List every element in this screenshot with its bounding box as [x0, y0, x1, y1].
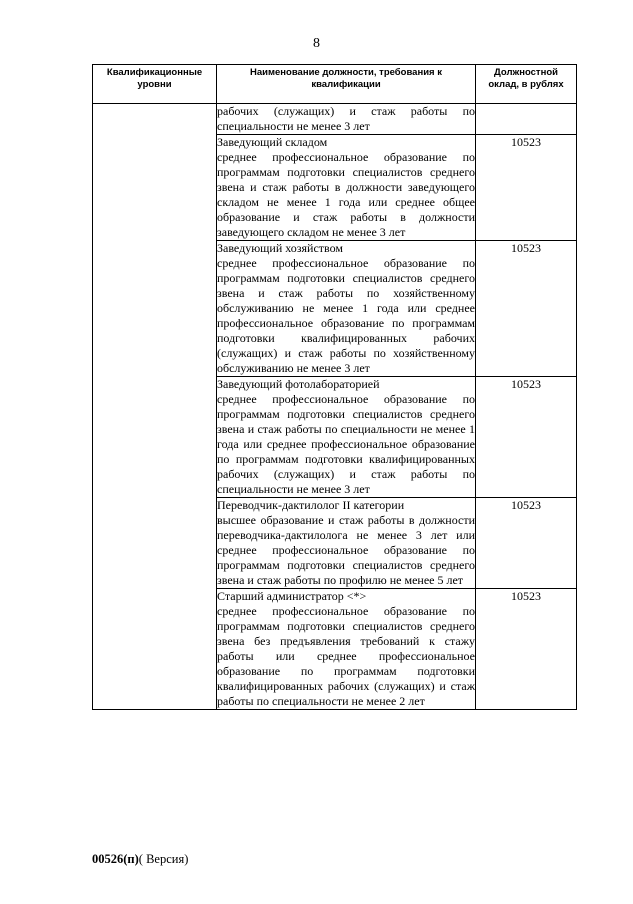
- salary-value: 10523: [476, 377, 577, 498]
- position-title: Переводчик-дактилолог II категории: [217, 498, 405, 512]
- salary-value: 10523: [476, 589, 577, 710]
- position-requirements: среднее профессиональное образование по программам подготовки специалистов среднего звена и стаж работы в должности заведующего складом не менее 1 года или среднее общее образование и стаж работы в должности заведующего складом не менее 3 лет: [217, 150, 475, 239]
- salary-value: 10523: [476, 241, 577, 377]
- position-requirements: среднее профессиональное образование по программам подготовки специалистов среднего звена и стаж работы по специальности не менее 1 года или среднее профессиональное образование по программам подготовки квалифицированных рабочих (служащих) и стаж работы по специальности не менее 3 лет: [217, 392, 475, 496]
- header-position: Наименование должности, требования к квалификации: [217, 65, 476, 104]
- position-cell: [217, 498, 476, 589]
- salary-continuation: [476, 104, 577, 135]
- position-title: Заведующий складом: [217, 135, 328, 149]
- position-requirements: высшее образование и стаж работы в должности переводчика-дактилолога не менее 3 лет или среднее профессиональное образование по программам подготовки специалистов среднего звена и стаж работы по профилю не менее 5 лет: [217, 513, 475, 587]
- position-cell: [217, 589, 476, 710]
- position-cell: [217, 377, 476, 498]
- position-cell: [217, 241, 476, 377]
- position-continuation: рабочих (служащих) и стаж работы по специальности не менее 3 лет: [217, 104, 475, 133]
- level-cell: [93, 104, 217, 710]
- document-version: ( Версия): [138, 852, 189, 866]
- header-salary: Должностной оклад, в рублях: [476, 65, 577, 104]
- position-requirements: среднее профессиональное образование по программам подготовки специалистов среднего звена без предъявления требований к стажу работы или среднее профессиональное образование по программам подготовки квалифицированных рабочих (служащих) и стаж работы по специальности не менее 2 лет: [217, 604, 475, 708]
- document-footer: [92, 852, 188, 867]
- position-title: Старший администратор <*>: [217, 589, 367, 603]
- header-level: Квалификационные уровни: [93, 65, 217, 104]
- table-header-row: [93, 65, 577, 104]
- position-title: Заведующий хозяйством: [217, 241, 343, 255]
- position-requirements: среднее профессиональное образование по программам подготовки специалистов среднего звена и стаж работы по хозяйственному обслуживанию не менее 1 года или среднее профессиональное образование по программам подготовки квалифицированных рабочих (служащих) и стаж работы по хозяйственному обслуживанию не менее 3 лет: [217, 256, 475, 375]
- document-code: 00526(п): [92, 852, 139, 866]
- table-row-continuation: [93, 104, 577, 135]
- position-title: Заведующий фотолабораторией: [217, 377, 380, 391]
- salary-table: [92, 64, 577, 710]
- salary-value: 10523: [476, 135, 577, 241]
- position-cell: [217, 135, 476, 241]
- page-number: 8: [313, 36, 320, 51]
- salary-value: 10523: [476, 498, 577, 589]
